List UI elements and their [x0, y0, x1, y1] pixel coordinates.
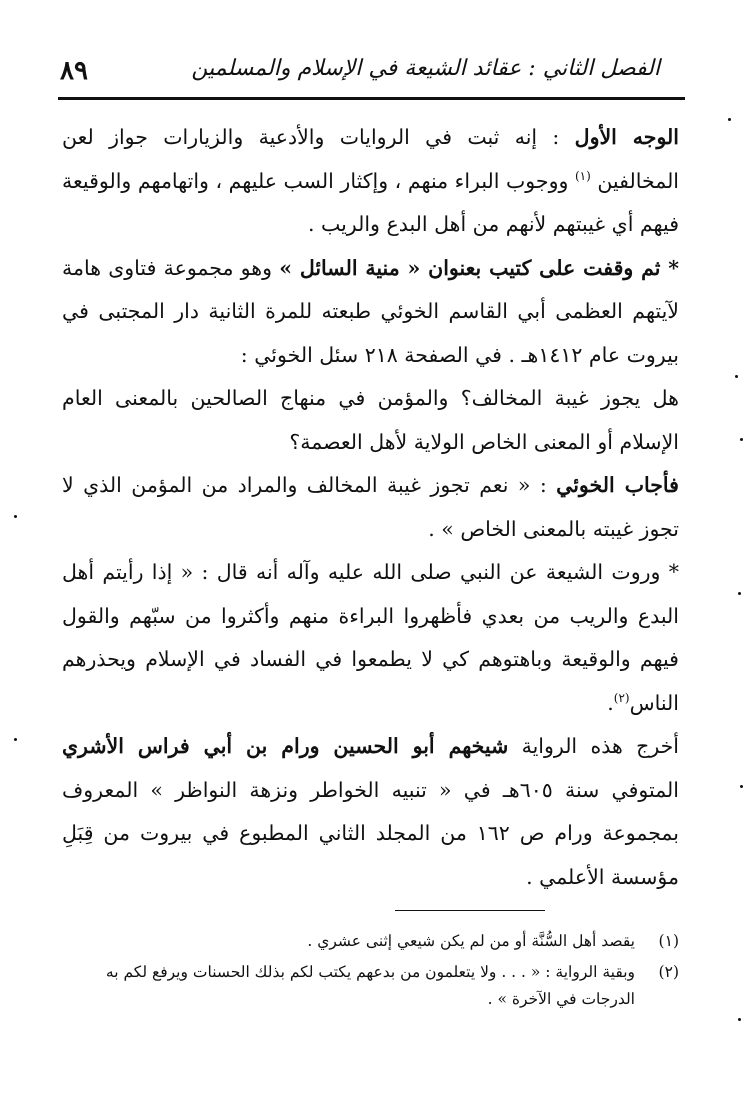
paragraph-4-lead: فأجاب الخوئي — [556, 473, 679, 497]
paragraph-4-text: : « نعم تجوز غيبة المخالف والمراد من المؤمن الذي لا تجوز غيبته بالمعنى الخاص » . — [62, 473, 679, 541]
paragraph-6-bold: شيخهم أبو الحسين ورام بن أبي فراس الأشري — [62, 734, 509, 758]
margin-speck — [14, 738, 17, 741]
running-title: الفصل الثاني : عقائد الشيعة في الإسلام والمسلمين — [191, 56, 660, 81]
paragraph-2-text: وهو مجموعة فتاوى هامة لآيتهم العظمى أبي القاسم الخوئي طبعته للمرة الثانية دار المجتبى في بيروت عام ١٤١٢هـ . في الصفحة ٢١٨ سئل الخوئي : — [62, 255, 679, 367]
footnote-ref-1[interactable]: (١) — [574, 168, 591, 183]
footnote-2-number: (٢) — [658, 963, 679, 981]
paragraph-5-text-b: . — [607, 690, 614, 715]
page-number: ٨٩ — [60, 56, 88, 86]
paragraph-1 — [62, 116, 679, 247]
paragraph-6-text-a: أخرج هذه الرواية — [508, 734, 679, 758]
paragraph-1-text-a: : إنه ثبت في الروايات والأدعية والزيارات جواز لعن المخالفين — [62, 125, 680, 193]
margin-speck — [738, 1018, 741, 1021]
margin-speck — [740, 438, 743, 441]
paragraph-4 — [62, 464, 679, 551]
paragraph-1-text-b: ووجوب البراء منهم ، وإكثار السب عليهم ، واتهامهم والوقيعة فيهم أي غيبتهم لأنهم من أهل البدع والريب . — [62, 168, 679, 236]
footnote-2 — [62, 959, 679, 1013]
main-text — [62, 116, 679, 899]
margin-speck — [738, 592, 741, 595]
paragraph-3 — [62, 377, 679, 464]
footnote-ref-2[interactable]: (٢) — [613, 690, 630, 705]
footnote-rule — [395, 910, 545, 911]
paragraph-1-lead: الوجه الأول — [574, 125, 679, 149]
paragraph-5 — [62, 551, 679, 725]
margin-speck — [735, 375, 738, 378]
header-rule — [58, 97, 685, 100]
paragraph-2 — [62, 247, 679, 378]
paragraph-6-text-b: المتوفي سنة ٦٠٥هـ في « تنبيه الخواطر ونزهة النواظر » المعروف بمجموعة ورام ص ١٦٢ من المجلد الثاني المطبوع في بيروت من قِبَلِ مؤسسة الأعلمي . — [62, 777, 679, 889]
margin-speck — [14, 515, 17, 518]
page-header — [60, 52, 680, 96]
paragraph-6 — [62, 725, 679, 899]
margin-speck — [728, 118, 731, 121]
footnote-1-text: يقصد أهل السُّنَّة أو من لم يكن شيعي إثنى عشري . — [307, 932, 635, 950]
paragraph-5-text-a: * وروت الشيعة عن النبي صلى الله عليه وآله أنه قال : « إذا رأيتم أهل البدع والريب من بعدي فأظهروا البراءة منهم وأكثروا من سبّهم والقول فيهم والوقيعة وباهتوهم كي لا يطمعوا في الفساد في الإسلام ويحذرهم الناس — [62, 560, 679, 715]
footnote-1 — [62, 928, 679, 955]
paragraph-2-lead: * ثم وقفت على كتيب بعنوان « منية السائل » — [279, 255, 679, 280]
footnotes — [62, 928, 679, 1017]
footnote-1-number: (١) — [658, 932, 679, 950]
margin-speck — [740, 785, 743, 788]
paragraph-3-text: هل يجوز غيبة المخالف؟ والمؤمن في منهاج الصالحين بالمعنى العام الإسلام أو المعنى الخاص الولاية لأهل العصمة؟ — [62, 386, 679, 454]
footnote-2-text: وبقية الرواية : « . . . ولا يتعلمون من بدعهم يكتب لكم بذلك الحسنات ويرفع لكم به الدرجات في الآخرة » . — [105, 963, 635, 1008]
